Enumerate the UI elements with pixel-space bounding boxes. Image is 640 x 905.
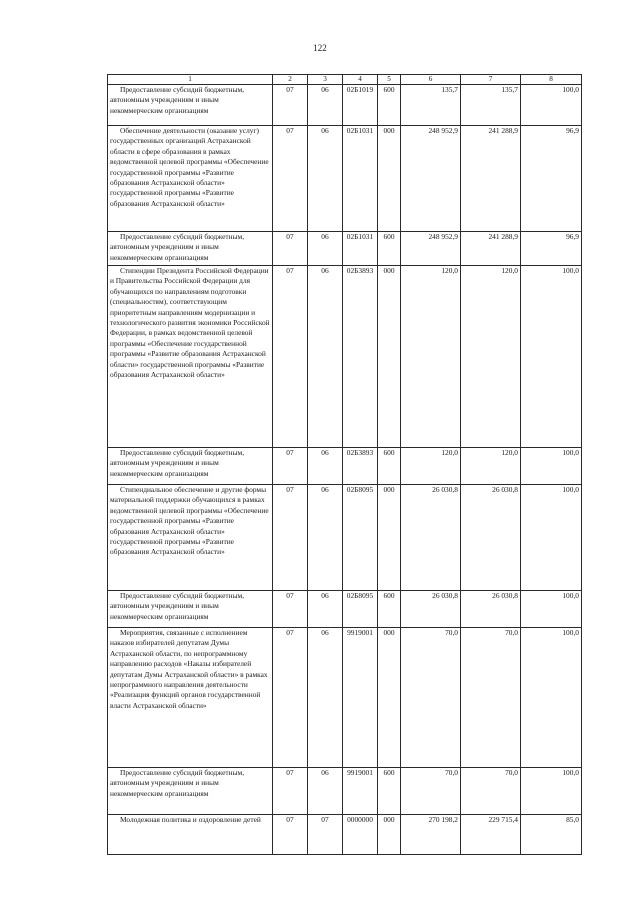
expense-type-cell: 000 bbox=[378, 815, 401, 855]
header-cell: 1 bbox=[108, 75, 273, 85]
table-row bbox=[108, 85, 582, 126]
expense-type-cell: 000 bbox=[378, 126, 401, 232]
section-code-cell: 07 bbox=[273, 591, 308, 628]
table-row bbox=[108, 485, 582, 591]
row-name-cell bbox=[108, 232, 273, 266]
header-cell: 8 bbox=[521, 75, 582, 85]
row-name-cell bbox=[108, 448, 273, 485]
planned-amount-cell: 248 952,9 bbox=[401, 232, 461, 266]
target-code-cell: 02Б8095 bbox=[343, 591, 378, 628]
subsection-code-cell: 06 bbox=[308, 448, 343, 485]
row-name-cell bbox=[108, 815, 273, 855]
planned-amount-cell: 70,0 bbox=[401, 768, 461, 815]
row-name-text: Мероприятия, связанные с исполнением наказов избирателей депутатам Думы Астраханской области, по непрограммному направлению расходов «Наказы избирателей депутатам Думы Астраханской области» в рамках непрограммного направления деятельности «Реализация функций органов государственной власти Астраханской области» bbox=[110, 628, 268, 710]
table-row bbox=[108, 591, 582, 628]
table-row bbox=[108, 448, 582, 485]
target-code-cell: 02Б3893 bbox=[343, 266, 378, 448]
section-code-cell: 07 bbox=[273, 126, 308, 232]
target-code-cell: 02Б1031 bbox=[343, 126, 378, 232]
execution-percent-cell: 100,0 bbox=[521, 266, 582, 448]
planned-amount-cell: 270 198,2 bbox=[401, 815, 461, 855]
row-name-cell bbox=[108, 126, 273, 232]
header-cell: 5 bbox=[378, 75, 401, 85]
header-cell: 3 bbox=[308, 75, 343, 85]
planned-amount-cell: 70,0 bbox=[401, 628, 461, 768]
executed-amount-cell: 26 030,8 bbox=[461, 485, 521, 591]
expense-type-cell: 600 bbox=[378, 591, 401, 628]
expense-type-cell: 600 bbox=[378, 85, 401, 126]
header-cell: 7 bbox=[461, 75, 521, 85]
target-code-cell: 02Б8095 bbox=[343, 485, 378, 591]
section-code-cell: 07 bbox=[273, 628, 308, 768]
row-name-text: Молодежная политика и оздоровление детей bbox=[120, 815, 261, 824]
table-row bbox=[108, 815, 582, 855]
execution-percent-cell: 100,0 bbox=[521, 768, 582, 815]
execution-percent-cell: 96,9 bbox=[521, 126, 582, 232]
expense-type-cell: 600 bbox=[378, 768, 401, 815]
planned-amount-cell: 26 030,8 bbox=[401, 591, 461, 628]
row-name-cell bbox=[108, 85, 273, 126]
header-cell: 6 bbox=[401, 75, 461, 85]
executed-amount-cell: 70,0 bbox=[461, 628, 521, 768]
planned-amount-cell: 26 030,8 bbox=[401, 485, 461, 591]
subsection-code-cell: 06 bbox=[308, 628, 343, 768]
row-name-text: Предоставление субсидий бюджетным, автономным учреждениям и иным некоммерческим организациям bbox=[110, 768, 245, 798]
row-name-cell bbox=[108, 768, 273, 815]
subsection-code-cell: 06 bbox=[308, 266, 343, 448]
table-row bbox=[108, 628, 582, 768]
expense-type-cell: 000 bbox=[378, 628, 401, 768]
section-code-cell: 07 bbox=[273, 448, 308, 485]
section-code-cell: 07 bbox=[273, 232, 308, 266]
executed-amount-cell: 120,0 bbox=[461, 266, 521, 448]
subsection-code-cell: 06 bbox=[308, 232, 343, 266]
row-name-cell bbox=[108, 266, 273, 448]
row-name-text: Стипендии Президента Российской Федерации и Правительства Российской Федерации для обучающихся по направлениям подготовки (специальностям), соответствующим приоритетным направлениям модернизации и технологического развития экономики Российской Федерации, в рамках ведомственной целевой программы «Обеспечение государственной программы «Развитие образования Астраханской области» государственной программы «Развитие образования Астраханской области» bbox=[110, 266, 270, 380]
row-name-text: Предоставление субсидий бюджетным, автономным учреждениям и иным некоммерческим организациям bbox=[110, 448, 245, 478]
planned-amount-cell: 120,0 bbox=[401, 448, 461, 485]
planned-amount-cell: 248 952,9 bbox=[401, 126, 461, 232]
executed-amount-cell: 229 715,4 bbox=[461, 815, 521, 855]
table-row bbox=[108, 232, 582, 266]
execution-percent-cell: 96,9 bbox=[521, 232, 582, 266]
section-code-cell: 07 bbox=[273, 485, 308, 591]
page-number: 122 bbox=[313, 43, 327, 53]
row-name-text: Стипендиальное обеспечение и другие формы материальной поддержки обучающихся в рамках ведомственной целевой программы «Обеспечение государственной программы «Развитие образования Астраханской области» государственной программы «Развитие образования Астраханской области» bbox=[110, 485, 269, 557]
executed-amount-cell: 135,7 bbox=[461, 85, 521, 126]
planned-amount-cell: 120,0 bbox=[401, 266, 461, 448]
executed-amount-cell: 26 030,8 bbox=[461, 591, 521, 628]
subsection-code-cell: 06 bbox=[308, 85, 343, 126]
executed-amount-cell: 241 288,9 bbox=[461, 126, 521, 232]
target-code-cell: 9919001 bbox=[343, 768, 378, 815]
execution-percent-cell: 100,0 bbox=[521, 85, 582, 126]
execution-percent-cell: 85,0 bbox=[521, 815, 582, 855]
subsection-code-cell: 06 bbox=[308, 768, 343, 815]
target-code-cell: 9919001 bbox=[343, 628, 378, 768]
executed-amount-cell: 70,0 bbox=[461, 768, 521, 815]
table-row bbox=[108, 126, 582, 232]
expense-type-cell: 600 bbox=[378, 232, 401, 266]
header-row bbox=[108, 75, 582, 85]
header-cell: 2 bbox=[273, 75, 308, 85]
target-code-cell: 02Б3893 bbox=[343, 448, 378, 485]
row-name-text: Обеспечение деятельности (оказание услуг) государственных организаций Астраханской области в сфере образования в рамках ведомственной целевой программы «Обеспечение государственной программы «Развитие образования Астраханской области» государственной программы «Развитие образования Астраханской области» bbox=[110, 126, 269, 208]
table-row bbox=[108, 768, 582, 815]
budget-table bbox=[107, 74, 582, 855]
subsection-code-cell: 07 bbox=[308, 815, 343, 855]
executed-amount-cell: 241 288,9 bbox=[461, 232, 521, 266]
row-name-text: Предоставление субсидий бюджетным, автономным учреждениям и иным некоммерческим организациям bbox=[110, 85, 245, 115]
section-code-cell: 07 bbox=[273, 768, 308, 815]
row-name-text: Предоставление субсидий бюджетным, автономным учреждениям и иным некоммерческим организациям bbox=[110, 232, 245, 262]
subsection-code-cell: 06 bbox=[308, 126, 343, 232]
section-code-cell: 07 bbox=[273, 85, 308, 126]
target-code-cell: 02Б1019 bbox=[343, 85, 378, 126]
subsection-code-cell: 06 bbox=[308, 485, 343, 591]
planned-amount-cell: 135,7 bbox=[401, 85, 461, 126]
executed-amount-cell: 120,0 bbox=[461, 448, 521, 485]
row-name-cell bbox=[108, 591, 273, 628]
row-name-cell bbox=[108, 485, 273, 591]
target-code-cell: 0000000 bbox=[343, 815, 378, 855]
header-cell: 4 bbox=[343, 75, 378, 85]
section-code-cell: 07 bbox=[273, 266, 308, 448]
execution-percent-cell: 100,0 bbox=[521, 591, 582, 628]
table-row bbox=[108, 266, 582, 448]
subsection-code-cell: 06 bbox=[308, 591, 343, 628]
row-name-cell bbox=[108, 628, 273, 768]
section-code-cell: 07 bbox=[273, 815, 308, 855]
expense-type-cell: 000 bbox=[378, 266, 401, 448]
row-name-text: Предоставление субсидий бюджетным, автономным учреждениям и иным некоммерческим организациям bbox=[110, 591, 245, 621]
expense-type-cell: 000 bbox=[378, 485, 401, 591]
execution-percent-cell: 100,0 bbox=[521, 485, 582, 591]
execution-percent-cell: 100,0 bbox=[521, 448, 582, 485]
target-code-cell: 02Б1031 bbox=[343, 232, 378, 266]
execution-percent-cell: 100,0 bbox=[521, 628, 582, 768]
expense-type-cell: 600 bbox=[378, 448, 401, 485]
